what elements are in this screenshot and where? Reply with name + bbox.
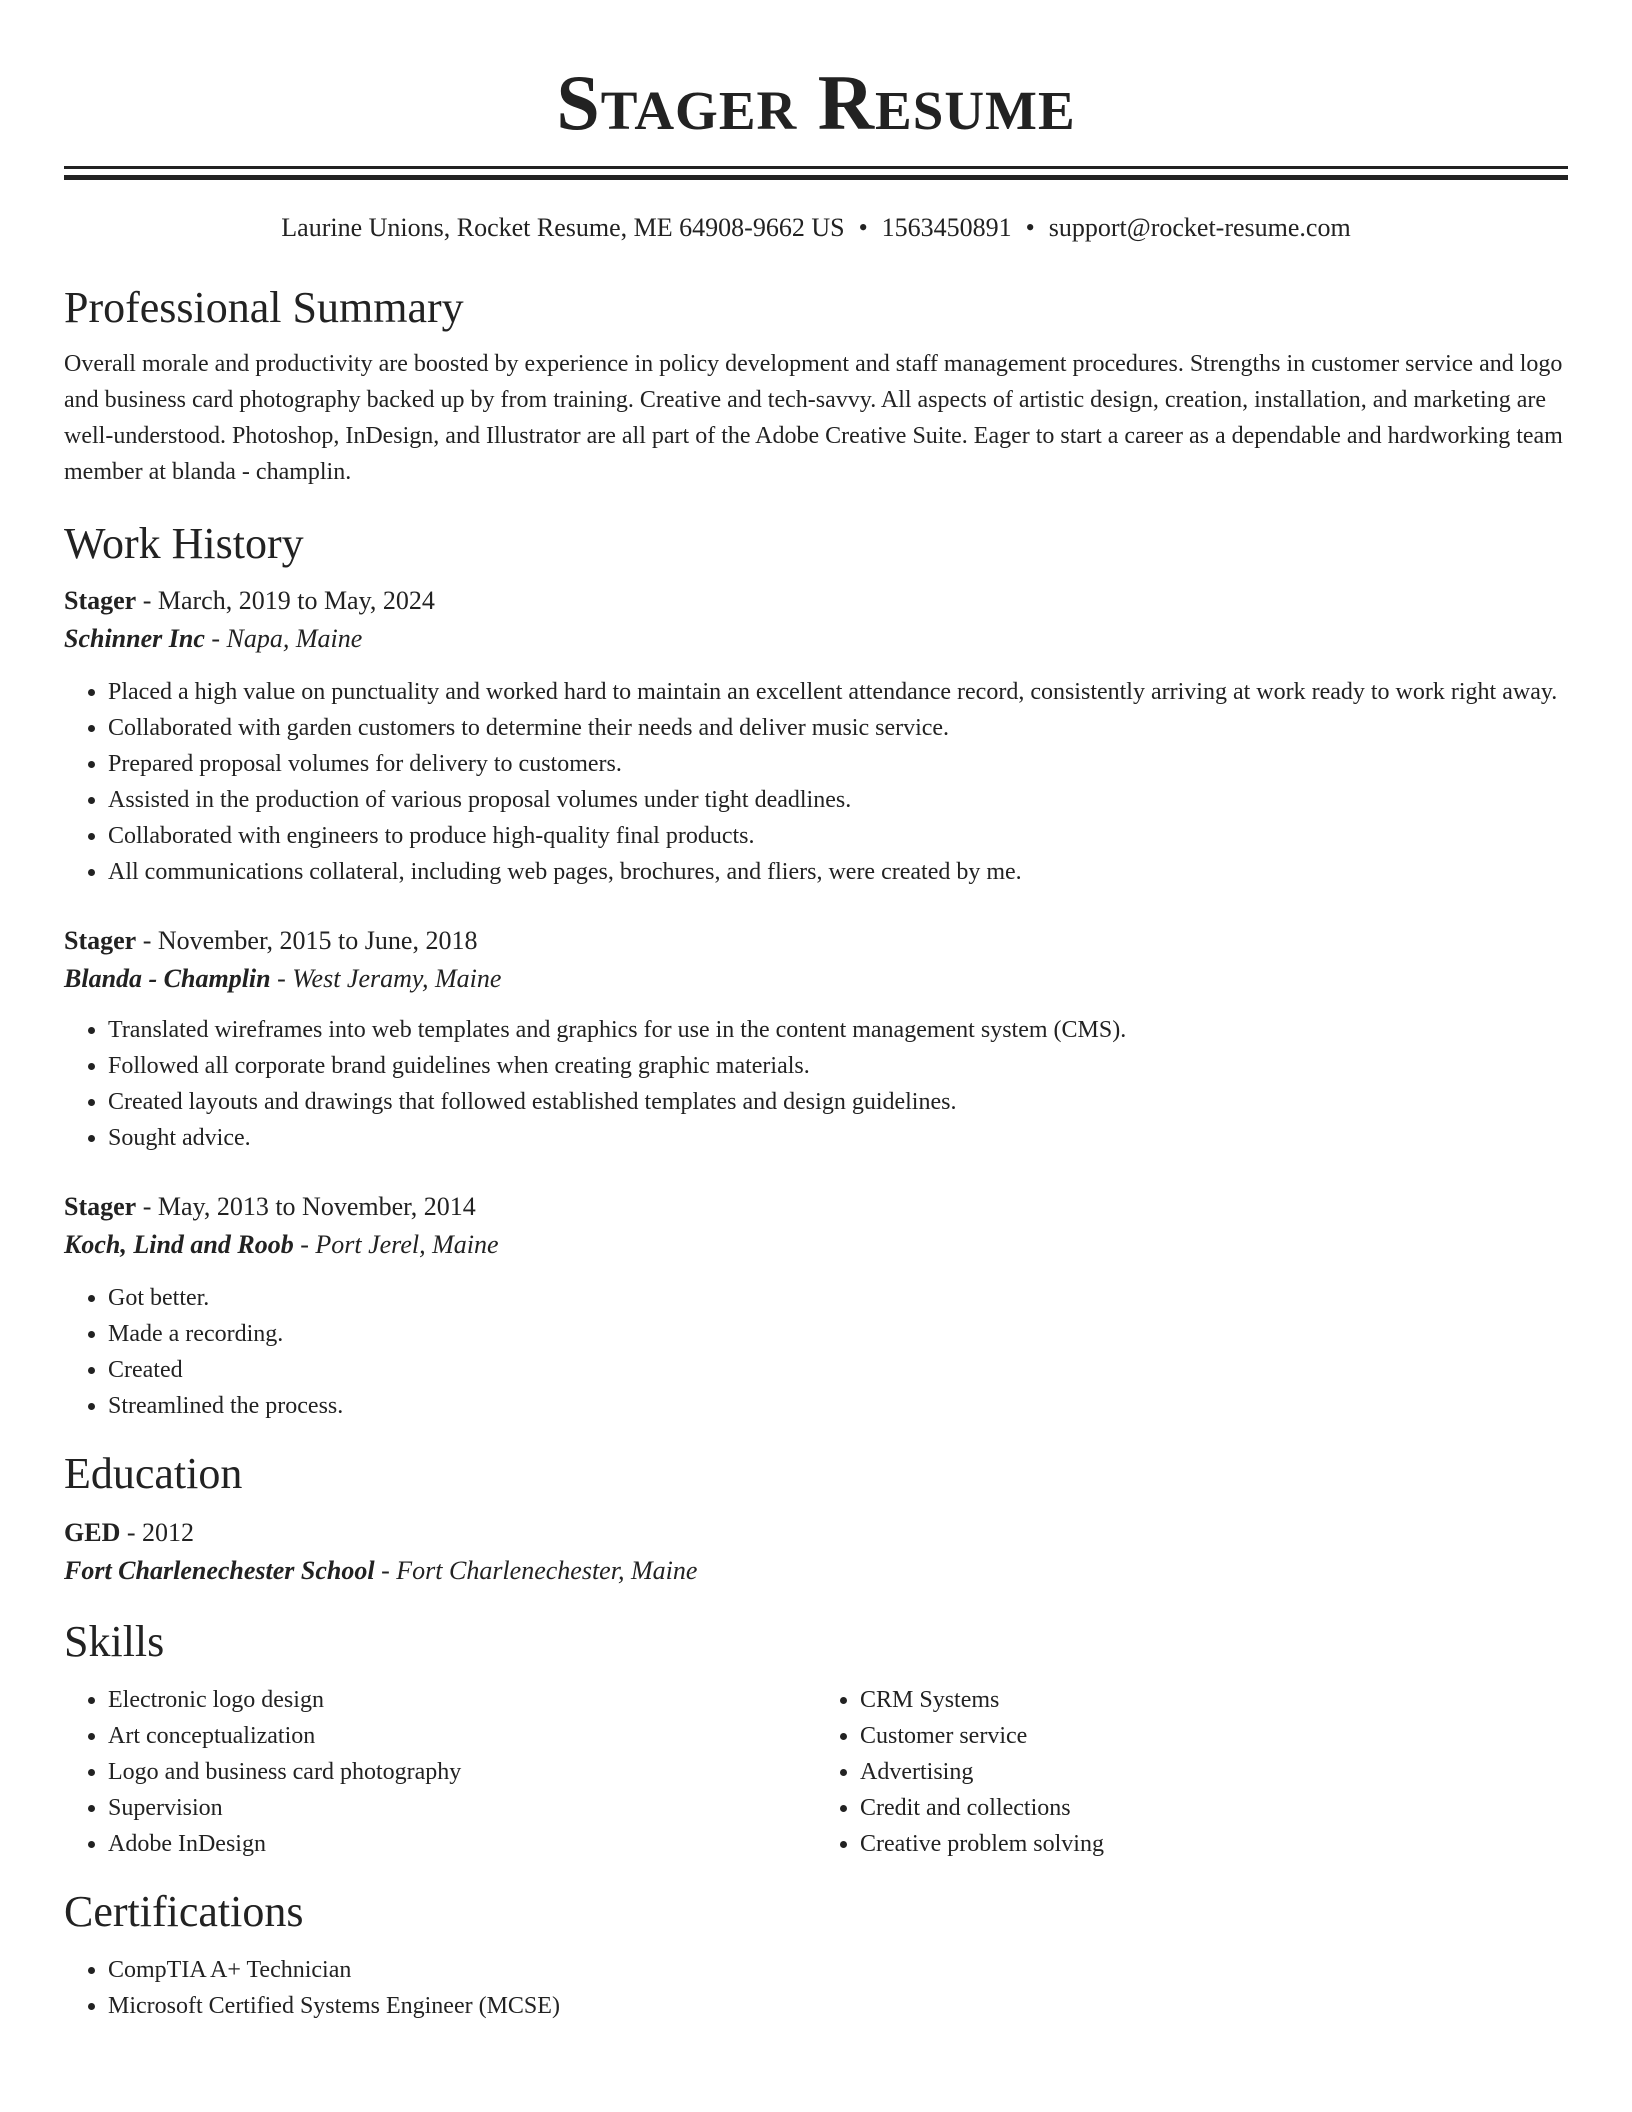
list-item: • CompTIA A+ Technician	[108, 1952, 1568, 1988]
list-item: • Streamlined the process.	[108, 1388, 1568, 1424]
list-item: • Adobe InDesign	[108, 1826, 816, 1862]
section-heading-summary: Professional Summary	[64, 283, 464, 332]
job-dates: - November, 2015 to June, 2018	[142, 926, 478, 955]
list-item: • Created layouts and drawings that followed established templates and design guidelines.	[108, 1084, 1568, 1120]
job-role: Stager	[64, 1192, 137, 1221]
list-item: • Logo and business card photography	[108, 1754, 816, 1790]
skills-columns	[64, 1682, 1568, 1862]
job-location: - West Jeramy, Maine	[277, 964, 502, 993]
list-item: • Art conceptualization	[108, 1718, 816, 1754]
list-item: • Electronic logo design	[108, 1682, 816, 1718]
list-item: • Creative problem solving	[860, 1826, 1568, 1862]
list-item: • Made a recording.	[108, 1316, 1568, 1352]
job-role: Stager	[64, 926, 137, 955]
education-degree-line	[64, 1514, 1568, 1552]
list-item: • Created	[108, 1352, 1568, 1388]
education-degree: GED	[64, 1518, 121, 1547]
list-item: • Followed all corporate brand guidelines when creating graphic materials.	[108, 1048, 1568, 1084]
job-bullets	[64, 1280, 1568, 1424]
contact-email: support@rocket-resume.com	[1048, 213, 1351, 242]
certifications-section	[64, 1884, 1568, 2024]
job-company: Blanda - Champlin	[64, 964, 271, 993]
list-item: • All communications collateral, including web pages, brochures, and fliers, were created by me.	[108, 854, 1568, 890]
skills-section	[64, 1614, 1568, 1862]
list-item: • Customer service	[860, 1718, 1568, 1754]
job-company: Koch, Lind and Roob	[64, 1230, 294, 1259]
job-role: Stager	[64, 586, 137, 615]
list-item: • Advertising	[860, 1754, 1568, 1790]
list-item: • Credit and collections	[860, 1790, 1568, 1826]
list-item: • Sought advice.	[108, 1120, 1568, 1156]
resume-title: Stager Resume	[556, 59, 1076, 146]
title-rule-bottom	[64, 175, 1568, 180]
job-bullets	[64, 674, 1568, 890]
list-item: • CRM Systems	[860, 1682, 1568, 1718]
summary-text: Overall morale and productivity are boosted by experience in policy development and staff management procedures. Strengths in customer service and logo and business card photography backed up by from training. Creative and tech-savvy. All aspects of artistic design, creation, installation, and marketing are well-understood. Photoshop, InDesign, and Illustrator are all part of the Adobe Creative Suite. Eager to start a career as a dependable and hardworking team member at blanda - champlin.	[64, 351, 1563, 485]
job-bullets	[64, 1012, 1568, 1156]
certifications-list	[64, 1952, 1568, 2024]
job-company-line	[64, 960, 1568, 998]
education-section	[64, 1446, 1568, 1590]
job-title-line	[64, 922, 1568, 960]
job-entry	[64, 922, 1568, 1156]
list-item: • Translated wireframes into web templates and graphics for use in the content management system (CMS).	[108, 1012, 1568, 1048]
list-item: • Microsoft Certified Systems Engineer (MCSE)	[108, 1988, 1568, 2024]
education-school: Fort Charlenechester School	[64, 1556, 375, 1585]
job-title-line	[64, 1188, 1568, 1226]
skills-list-right	[816, 1682, 1568, 1862]
professional-summary-section	[64, 280, 1568, 490]
list-item: • Placed a high value on punctuality and worked hard to maintain an excellent attendance record, consistently arriving at work ready to work right away.	[108, 674, 1568, 710]
section-heading-skills: Skills	[64, 1617, 165, 1666]
list-item: • Collaborated with engineers to produce high-quality final products.	[108, 818, 1568, 854]
contact-phone: 1563450891	[881, 213, 1012, 242]
section-heading-education: Education	[64, 1449, 243, 1498]
job-entry	[64, 1188, 1568, 1424]
job-entry	[64, 582, 1568, 890]
list-item: • Prepared proposal volumes for delivery to customers.	[108, 746, 1568, 782]
list-item: • Collaborated with garden customers to determine their needs and deliver music service.	[108, 710, 1568, 746]
work-history-section	[64, 516, 1568, 1424]
skills-list-left	[64, 1682, 816, 1862]
resume-content	[64, 0, 1568, 2024]
contact-address: Laurine Unions, Rocket Resume, ME 64908-9662 US	[281, 213, 845, 242]
contact-line	[64, 208, 1568, 248]
job-location: - Port Jerel, Maine	[300, 1230, 499, 1259]
title-rule-top	[64, 166, 1568, 169]
job-location: - Napa, Maine	[211, 624, 363, 653]
job-title-line	[64, 582, 1568, 620]
education-location: - Fort Charlenechester, Maine	[381, 1556, 698, 1585]
section-heading-certifications: Certifications	[64, 1887, 304, 1936]
job-dates: - May, 2013 to November, 2014	[142, 1192, 476, 1221]
job-dates: - March, 2019 to May, 2024	[142, 586, 435, 615]
job-company-line	[64, 620, 1568, 658]
job-company-line	[64, 1226, 1568, 1264]
section-heading-work-history: Work History	[64, 519, 304, 568]
list-item: • Supervision	[108, 1790, 816, 1826]
list-item: • Got better.	[108, 1280, 1568, 1316]
education-school-line	[64, 1552, 1568, 1590]
education-year: - 2012	[126, 1518, 195, 1547]
job-company: Schinner Inc	[64, 624, 205, 653]
list-item: • Assisted in the production of various proposal volumes under tight deadlines.	[108, 782, 1568, 818]
contact-separator: •	[858, 213, 868, 242]
contact-separator: •	[1025, 213, 1035, 242]
